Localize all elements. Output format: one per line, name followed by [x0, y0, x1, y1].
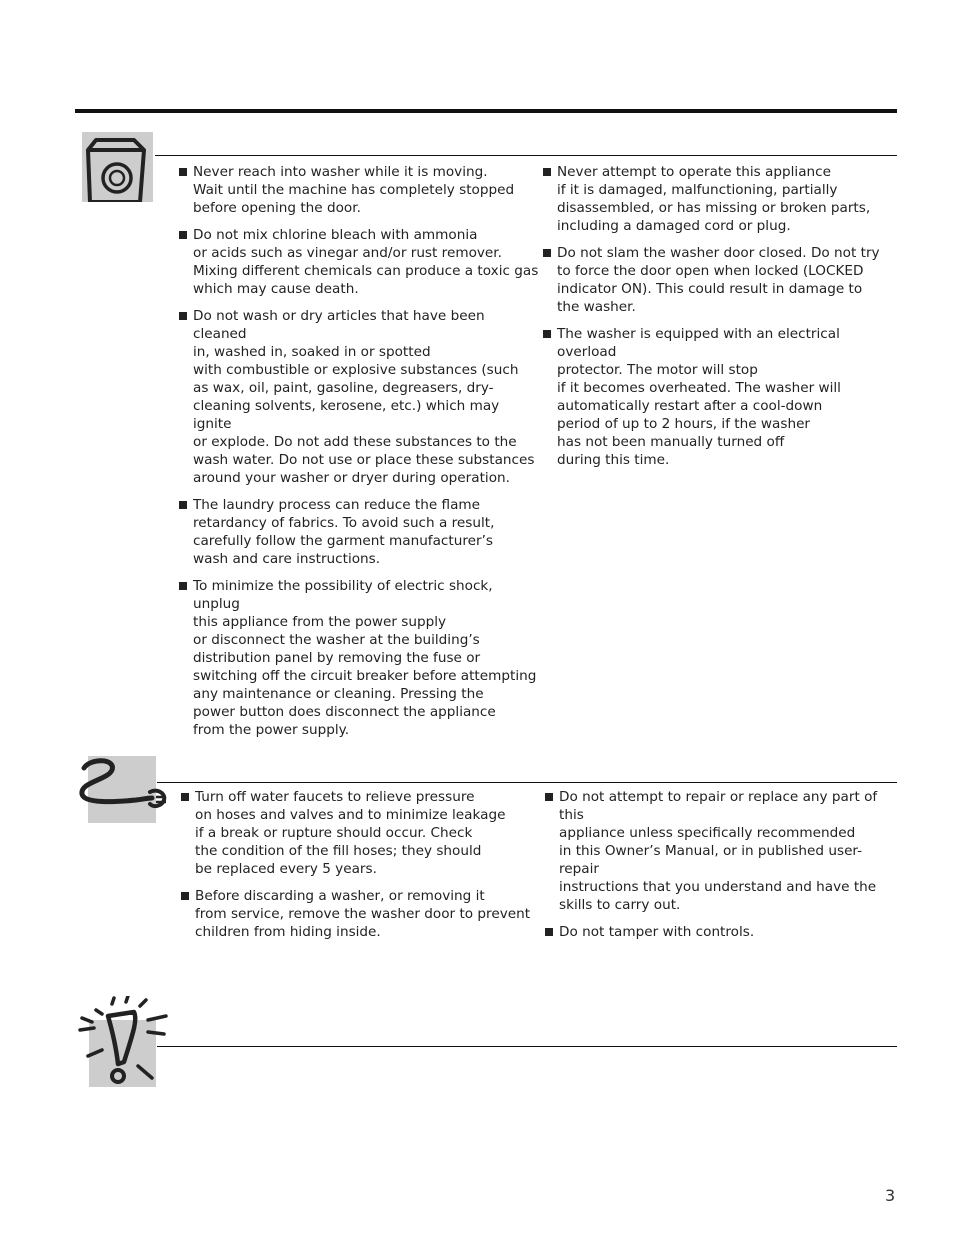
top-rule — [75, 109, 897, 113]
list-item: Do not attempt to repair or replace any part of this appliance unless specifically recommended in this Owner’s Manual, or in published user-repair instructions that you understand and have the skills to carry out. — [545, 788, 900, 914]
bullet-square — [543, 330, 551, 338]
washer-icon-box — [82, 132, 153, 202]
section-rule-warning — [157, 1046, 897, 1047]
list-item: Never attempt to operate this appliance if it is damaged, malfunctioning, partially disassembled, or has missing or broken parts, including a damaged cord or plug. — [543, 163, 898, 235]
bullet-square — [545, 928, 553, 936]
power-cord-icon — [76, 756, 168, 816]
section-rule-washer — [155, 155, 897, 156]
list-item: Do not slam the washer door closed. Do not try to force the door open when locked (LOCKED indicator ON). This could result in damage to the washer. — [543, 244, 898, 316]
bullet-square — [179, 231, 187, 239]
list-item: The laundry process can reduce the flame retardancy of fabrics. To avoid such a result, carefully follow the garment manufacturer’s wash and care instructions. — [179, 496, 539, 568]
bullet-square — [179, 582, 187, 590]
washer-icon — [82, 132, 153, 202]
bullet-square — [181, 892, 189, 900]
exclamation-warning-icon — [76, 996, 176, 1088]
list-item: Never reach into washer while it is moving. Wait until the machine has completely stopped before opening the door. — [179, 163, 539, 217]
bullet-square — [179, 312, 187, 320]
list-item: The washer is equipped with an electrical overload protector. The motor will stop if it becomes overheated. The washer will automatically restart after a cool-down period of up to 2 hours, if the washer has not been manually turned off during this time. — [543, 325, 898, 469]
bullet-square — [179, 501, 187, 509]
list-item: Turn off water faucets to relieve pressure on hoses and valves and to minimize leakage if a break or rupture should occur. Check the condition of the fill hoses; they should be replaced every 5 years. — [181, 788, 541, 878]
washer-left-column — [179, 163, 539, 748]
bullet-square — [545, 793, 553, 801]
cord-right-column — [545, 788, 900, 950]
page-number: 3 — [885, 1186, 896, 1205]
cord-left-column — [181, 788, 541, 950]
section-rule-cord — [157, 782, 897, 783]
list-item: Do not mix chlorine bleach with ammonia or acids such as vinegar and/or rust remover. Mixing different chemicals can produce a toxic gas which may cause death. — [179, 226, 539, 298]
list-item: Before discarding a washer, or removing it from service, remove the washer door to prevent children from hiding inside. — [181, 887, 541, 941]
bullet-square — [181, 793, 189, 801]
list-item: Do not tamper with controls. — [545, 923, 900, 941]
bullet-square — [179, 168, 187, 176]
list-item: Do not wash or dry articles that have been cleaned in, washed in, soaked in or spotted with combustible or explosive substances (such as wax, oil, paint, gasoline, degreasers, dry- cleaning solvents, kerosene, etc.) which may ignite or explode. Do not add these substances to the wash water. Do not use or place these substances around your washer or dryer during operation. — [179, 307, 539, 487]
list-item: To minimize the possibility of electric shock, unplug this appliance from the power supply or disconnect the washer at the building’s distribution panel by removing the fuse or switching off the circuit breaker before attempting any maintenance or cleaning. Pressing the power button does disconnect the appliance from the power supply. — [179, 577, 539, 739]
washer-right-column — [543, 163, 898, 478]
bullet-square — [543, 249, 551, 257]
bullet-square — [543, 168, 551, 176]
